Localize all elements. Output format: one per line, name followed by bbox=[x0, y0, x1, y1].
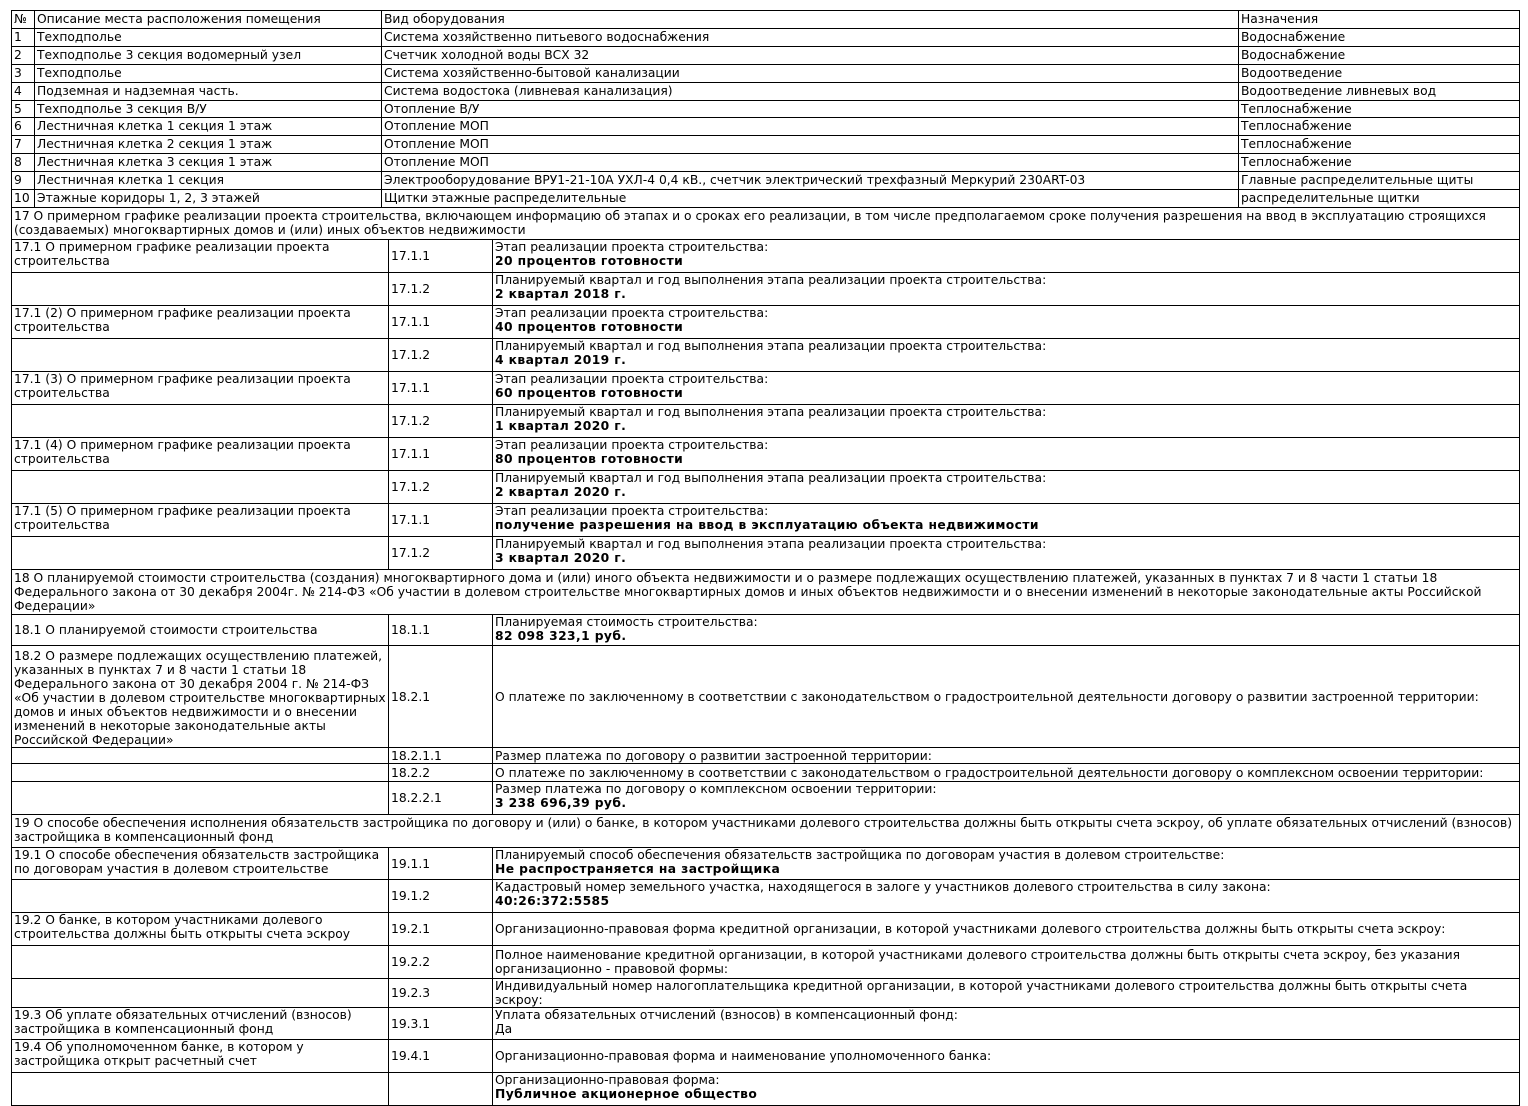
period-title: Планируемый квартал и год выполнения этапа реализации проекта строительства: bbox=[495, 273, 1047, 287]
row-19-1-1-value bbox=[493, 848, 1520, 880]
row-19-4-1-code: 19.4.1 bbox=[389, 1040, 493, 1073]
cell-location: Подземная и надземная часть. bbox=[35, 82, 382, 100]
cell-purpose: Теплоснабжение bbox=[1239, 118, 1520, 136]
period-value: 2 квартал 2020 г. bbox=[495, 485, 627, 499]
stage-title: Этап реализации проекта строительства: bbox=[495, 438, 769, 452]
schedule-stage-code: 17.1.1 bbox=[389, 240, 493, 273]
complex-payment-title: Размер платежа по договору о комплексном освоении территории: bbox=[495, 782, 937, 796]
cell-purpose: Водоснабжение bbox=[1239, 28, 1520, 46]
section-19-title: 19 О способе обеспечения исполнения обязательств застройщика по договору и (или) о банке, в котором участниками долевого строительства должны быть открыты счета эскроу, об уплате обязательных отчислений (взносов) застройщика в компенсационный фонд bbox=[12, 815, 1520, 848]
section-17-title: 17 О примерном графике реализации проекта строительства, включающем информацию об этапах и о сроках его реализации, в том числе предполагаемом сроке получения разрешения на ввод в эксплуатацию строящихся (создаваемых) многоквартирных домов и (или) иных объектов недвижимости bbox=[12, 208, 1520, 240]
schedule-period-code: 17.1.2 bbox=[389, 273, 493, 306]
equipment-row bbox=[12, 172, 1520, 190]
schedule-stage-row bbox=[12, 438, 1520, 471]
header-cell-purpose: Назначения bbox=[1239, 11, 1520, 29]
schedule-period-code: 17.1.2 bbox=[389, 537, 493, 570]
bank-form-value: Публичное акционерное общество bbox=[495, 1087, 758, 1101]
equipment-row bbox=[12, 136, 1520, 154]
schedule-period-row bbox=[12, 405, 1520, 438]
cell-equipment: Система водостока (ливневая канализация) bbox=[382, 82, 1239, 100]
cell-purpose: Водоотведение bbox=[1239, 64, 1520, 82]
cell-purpose: Теплоснабжение bbox=[1239, 100, 1520, 118]
stage-value: 20 процентов готовности bbox=[495, 254, 684, 268]
cell-equipment: Система хозяйственно питьевого водоснабжения bbox=[382, 28, 1239, 46]
cell-location: Техподполье 3 секция В/У bbox=[35, 100, 382, 118]
equipment-table-body bbox=[12, 11, 1520, 208]
schedule-stage-code: 17.1.1 bbox=[389, 372, 493, 405]
row-19-2-2 bbox=[12, 946, 1520, 979]
schedule-period-row bbox=[12, 537, 1520, 570]
cell-location: Техподполье 3 секция водомерный узел bbox=[35, 46, 382, 64]
equipment-header-row bbox=[12, 11, 1520, 29]
guarantee-method-title: Планируемый способ обеспечения обязательств застройщика по договорам участия в долевом строительстве: bbox=[495, 848, 1225, 862]
empty-label-cell bbox=[12, 748, 389, 764]
section-18-title: 18 О планируемой стоимости строительства (создания) многоквартирного дома и (или) иного объекта недвижимости и о размере подлежащих осуществлению платежей, указанных в пунктах 7 и 8 части 1 статьи 18 Федерального закона от 30 декабря 2004г. № 214-ФЗ «Об участии в долевом строительстве многоквартирных домов и иных объектов недвижимости и о внесении изменений в некоторые законодательные акты Российской Федерации» bbox=[12, 570, 1520, 615]
header-cell-number: № bbox=[12, 11, 35, 29]
schedule-group-label: 17.1 (3) О примерном графике реализации проекта строительства bbox=[12, 372, 389, 405]
equipment-row bbox=[12, 64, 1520, 82]
empty-label-cell bbox=[12, 405, 389, 438]
schedule-stage-cell bbox=[493, 372, 1520, 405]
cell-purpose: Водоотведение ливневых вод bbox=[1239, 82, 1520, 100]
cell-equipment: Отопление МОП bbox=[382, 154, 1239, 172]
schedule-period-code: 17.1.2 bbox=[389, 405, 493, 438]
planned-cost-value: 82 098 323,1 руб. bbox=[495, 629, 627, 643]
row-19-1-2 bbox=[12, 880, 1520, 913]
period-value: 2 квартал 2018 г. bbox=[495, 287, 627, 301]
schedule-period-row bbox=[12, 339, 1520, 372]
cell-number: 5 bbox=[12, 100, 35, 118]
schedule-group-label: 17.1 (2) О примерном графике реализации проекта строительства bbox=[12, 306, 389, 339]
empty-label-cell bbox=[12, 1073, 389, 1106]
cell-location: Техподполье bbox=[35, 28, 382, 46]
cadastral-value: 40:26:372:5585 bbox=[495, 894, 610, 908]
header-cell-equipment: Вид оборудования bbox=[382, 11, 1239, 29]
planned-cost-title: Планируемая стоимость строительства: bbox=[495, 615, 758, 629]
row-19-1-label: 19.1 О способе обеспечения обязательств застройщика по договорам участия в долевом строительстве bbox=[12, 848, 389, 880]
stage-value: 40 процентов готовности bbox=[495, 320, 684, 334]
row-18-2-1-1-text: Размер платежа по договору о развитии застроенной территории: bbox=[493, 748, 1520, 764]
period-value: 1 квартал 2020 г. bbox=[495, 419, 627, 433]
row-19-1-1 bbox=[12, 848, 1520, 880]
stage-value: 60 процентов готовности bbox=[495, 386, 684, 400]
row-18-2-1-1-code: 18.2.1.1 bbox=[389, 748, 493, 764]
empty-label-cell bbox=[12, 471, 389, 504]
empty-label-cell bbox=[12, 979, 389, 1008]
cell-location: Лестничная клетка 3 секция 1 этаж bbox=[35, 154, 382, 172]
schedule-period-cell bbox=[493, 405, 1520, 438]
cell-location: Лестничная клетка 1 секция bbox=[35, 172, 382, 190]
cell-number: 4 bbox=[12, 82, 35, 100]
row-19-4-2 bbox=[12, 1073, 1520, 1106]
schedule-group-label: 17.1 (4) О примерном графике реализации проекта строительства bbox=[12, 438, 389, 471]
complex-payment-value: 3 238 696,39 руб. bbox=[495, 796, 627, 810]
equipment-row bbox=[12, 28, 1520, 46]
equipment-row bbox=[12, 100, 1520, 118]
row-18-2-2-text: О платеже по заключенному в соответствии с законодательством о градостроительной деятельности договору о комплексном освоении территории: bbox=[493, 764, 1520, 782]
schedule-period-code: 17.1.2 bbox=[389, 339, 493, 372]
row-18-2-2-code: 18.2.2 bbox=[389, 764, 493, 782]
section-19-title-row bbox=[12, 815, 1520, 848]
schedule-stage-row bbox=[12, 240, 1520, 273]
schedule-stage-row bbox=[12, 306, 1520, 339]
period-value: 3 квартал 2020 г. bbox=[495, 551, 627, 565]
stage-title: Этап реализации проекта строительства: bbox=[495, 306, 769, 320]
guarantee-method-value: Не распространяется на застройщика bbox=[495, 862, 781, 876]
empty-label-cell bbox=[12, 946, 389, 979]
schedule-period-code: 17.1.2 bbox=[389, 471, 493, 504]
stage-title: Этап реализации проекта строительства: bbox=[495, 240, 769, 254]
period-title: Планируемый квартал и год выполнения этапа реализации проекта строительства: bbox=[495, 471, 1047, 485]
row-18-2-1-text: О платеже по заключенному в соответствии с законодательством о градостроительной деятельности договору о развитии застроенной территории: bbox=[493, 646, 1520, 748]
row-19-3-1-value bbox=[493, 1008, 1520, 1040]
section-18-title-row bbox=[12, 570, 1520, 615]
cell-number: 8 bbox=[12, 154, 35, 172]
row-18-2-2-1-code: 18.2.2.1 bbox=[389, 782, 493, 815]
equipment-row bbox=[12, 118, 1520, 136]
empty-code-cell bbox=[389, 1073, 493, 1106]
cadastral-title: Кадастровый номер земельного участка, находящегося в залоге у участников долевого строительства в силу закона: bbox=[495, 880, 1271, 894]
schedule-period-row bbox=[12, 471, 1520, 504]
stage-value: получение разрешения на ввод в эксплуатацию объекта недвижимости bbox=[495, 518, 1039, 532]
cell-purpose: Теплоснабжение bbox=[1239, 154, 1520, 172]
row-19-3-1-code: 19.3.1 bbox=[389, 1008, 493, 1040]
equipment-row bbox=[12, 46, 1520, 64]
equipment-row bbox=[12, 154, 1520, 172]
cell-location: Этажные коридоры 1, 2, 3 этажей bbox=[35, 190, 382, 208]
cell-purpose: Теплоснабжение bbox=[1239, 136, 1520, 154]
cell-equipment: Система хозяйственно-бытовой канализации bbox=[382, 64, 1239, 82]
header-cell-location: Описание места расположения помещения bbox=[35, 11, 382, 29]
schedule-period-cell bbox=[493, 471, 1520, 504]
schedule-stage-code: 17.1.1 bbox=[389, 438, 493, 471]
schedule-period-cell bbox=[493, 537, 1520, 570]
schedule-group-label: 17.1 (5) О примерном графике реализации проекта строительства bbox=[12, 504, 389, 537]
row-19-2-2-code: 19.2.2 bbox=[389, 946, 493, 979]
row-19-2-2-text: Полное наименование кредитной организации, в которой участниками долевого строительства должны быть открыты счета эскроу, без указания организационно - правовой формы: bbox=[493, 946, 1520, 979]
row-19-3-label: 19.3 Об уплате обязательных отчислений (взносов) застройщика в компенсационный фонд bbox=[12, 1008, 389, 1040]
empty-label-cell bbox=[12, 273, 389, 306]
empty-label-cell bbox=[12, 764, 389, 782]
row-19-2-3-code: 19.2.3 bbox=[389, 979, 493, 1008]
row-18-2-1-code: 18.2.1 bbox=[389, 646, 493, 748]
row-18-1-1 bbox=[12, 615, 1520, 646]
schedule-stage-row bbox=[12, 504, 1520, 537]
project-info-table bbox=[11, 207, 1520, 1106]
section-17-title-row bbox=[12, 208, 1520, 240]
row-19-4-label: 19.4 Об уполномоченном банке, в котором у застройщика открыт расчетный счет bbox=[12, 1040, 389, 1073]
row-19-1-1-code: 19.1.1 bbox=[389, 848, 493, 880]
row-18-2-2 bbox=[12, 764, 1520, 782]
period-title: Планируемый квартал и год выполнения этапа реализации проекта строительства: bbox=[495, 405, 1047, 419]
cell-equipment: Счетчик холодной воды ВСХ 32 bbox=[382, 46, 1239, 64]
equipment-row bbox=[12, 82, 1520, 100]
section-17-schedule bbox=[12, 240, 1520, 570]
row-19-4-2-value bbox=[493, 1073, 1520, 1106]
schedule-stage-cell bbox=[493, 438, 1520, 471]
period-value: 4 квартал 2019 г. bbox=[495, 353, 627, 367]
cell-equipment: Электрооборудование ВРУ1-21-10А УХЛ-4 0,4 кВ., счетчик электрический трехфазный Меркурий 230ART-03 bbox=[382, 172, 1239, 190]
cell-purpose: Водоснабжение bbox=[1239, 46, 1520, 64]
stage-title: Этап реализации проекта строительства: bbox=[495, 504, 769, 518]
cell-purpose: распределительные щитки bbox=[1239, 190, 1520, 208]
cell-equipment: Отопление МОП bbox=[382, 136, 1239, 154]
cell-location: Лестничная клетка 2 секция 1 этаж bbox=[35, 136, 382, 154]
schedule-period-cell bbox=[493, 339, 1520, 372]
schedule-stage-code: 17.1.1 bbox=[389, 504, 493, 537]
row-19-4-1-text: Организационно-правовая форма и наименование уполномоченного банка: bbox=[493, 1040, 1520, 1073]
schedule-stage-cell bbox=[493, 504, 1520, 537]
cell-location: Лестничная клетка 1 секция 1 этаж bbox=[35, 118, 382, 136]
cell-equipment: Щитки этажные распределительные bbox=[382, 190, 1239, 208]
schedule-stage-code: 17.1.1 bbox=[389, 306, 493, 339]
period-title: Планируемый квартал и год выполнения этапа реализации проекта строительства: bbox=[495, 537, 1047, 551]
row-18-2-label: 18.2 О размере подлежащих осуществлению платежей, указанных в пунктах 7 и 8 части 1 статьи 18 Федерального закона от 30 декабря 2004 г. № 214-ФЗ «Об участии в долевом строительстве многоквартирных домов и иных объектов недвижимости и о внесении изменений в некоторые законодательные акты Российской Федерации» bbox=[12, 646, 389, 748]
stage-title: Этап реализации проекта строительства: bbox=[495, 372, 769, 386]
row-19-2-3 bbox=[12, 979, 1520, 1008]
row-18-2-1 bbox=[12, 646, 1520, 748]
cell-number: 9 bbox=[12, 172, 35, 190]
bank-form-title: Организационно-правовая форма: bbox=[495, 1073, 720, 1087]
cell-number: 10 bbox=[12, 190, 35, 208]
schedule-stage-row bbox=[12, 372, 1520, 405]
row-19-4-1 bbox=[12, 1040, 1520, 1073]
cell-equipment: Отопление В/У bbox=[382, 100, 1239, 118]
row-18-2-2-1-value bbox=[493, 782, 1520, 815]
row-19-2-1-code: 19.2.1 bbox=[389, 913, 493, 946]
comp-fund-title: Уплата обязательных отчислений (взносов) в компенсационный фонд: bbox=[495, 1008, 958, 1022]
cell-number: 6 bbox=[12, 118, 35, 136]
empty-label-cell bbox=[12, 880, 389, 913]
cell-number: 1 bbox=[12, 28, 35, 46]
equipment-table bbox=[11, 10, 1520, 208]
row-19-3-1 bbox=[12, 1008, 1520, 1040]
cell-equipment: Отопление МОП bbox=[382, 118, 1239, 136]
row-19-2-1-text: Организационно-правовая форма кредитной организации, в которой участниками долевого строительства должны быть открыты счета эскроу: bbox=[493, 913, 1520, 946]
cell-number: 3 bbox=[12, 64, 35, 82]
period-title: Планируемый квартал и год выполнения этапа реализации проекта строительства: bbox=[495, 339, 1047, 353]
schedule-stage-cell bbox=[493, 240, 1520, 273]
row-18-1-1-code: 18.1.1 bbox=[389, 615, 493, 646]
cell-purpose: Главные распределительные щиты bbox=[1239, 172, 1520, 190]
empty-label-cell bbox=[12, 339, 389, 372]
schedule-stage-cell bbox=[493, 306, 1520, 339]
comp-fund-value: Да bbox=[495, 1022, 513, 1036]
schedule-group-label: 17.1 О примерном графике реализации проекта строительства bbox=[12, 240, 389, 273]
empty-label-cell bbox=[12, 782, 389, 815]
equipment-row bbox=[12, 190, 1520, 208]
row-19-2-label: 19.2 О банке, в котором участниками долевого строительства должны быть открыты счета эскроу bbox=[12, 913, 389, 946]
cell-number: 2 bbox=[12, 46, 35, 64]
row-19-2-3-text: Индивидуальный номер налогоплательщика кредитной организации, в которой участниками долевого строительства должны быть открыты счета эскроу: bbox=[493, 979, 1520, 1008]
row-19-1-2-value bbox=[493, 880, 1520, 913]
schedule-period-row bbox=[12, 273, 1520, 306]
cell-location: Техподполье bbox=[35, 64, 382, 82]
row-18-2-1-1 bbox=[12, 748, 1520, 764]
cell-number: 7 bbox=[12, 136, 35, 154]
stage-value: 80 процентов готовности bbox=[495, 452, 684, 466]
row-18-1-1-value bbox=[493, 615, 1520, 646]
empty-label-cell bbox=[12, 537, 389, 570]
row-18-1-label: 18.1 О планируемой стоимости строительства bbox=[12, 615, 389, 646]
schedule-period-cell bbox=[493, 273, 1520, 306]
row-18-2-2-1 bbox=[12, 782, 1520, 815]
row-19-2-1 bbox=[12, 913, 1520, 946]
row-19-1-2-code: 19.1.2 bbox=[389, 880, 493, 913]
